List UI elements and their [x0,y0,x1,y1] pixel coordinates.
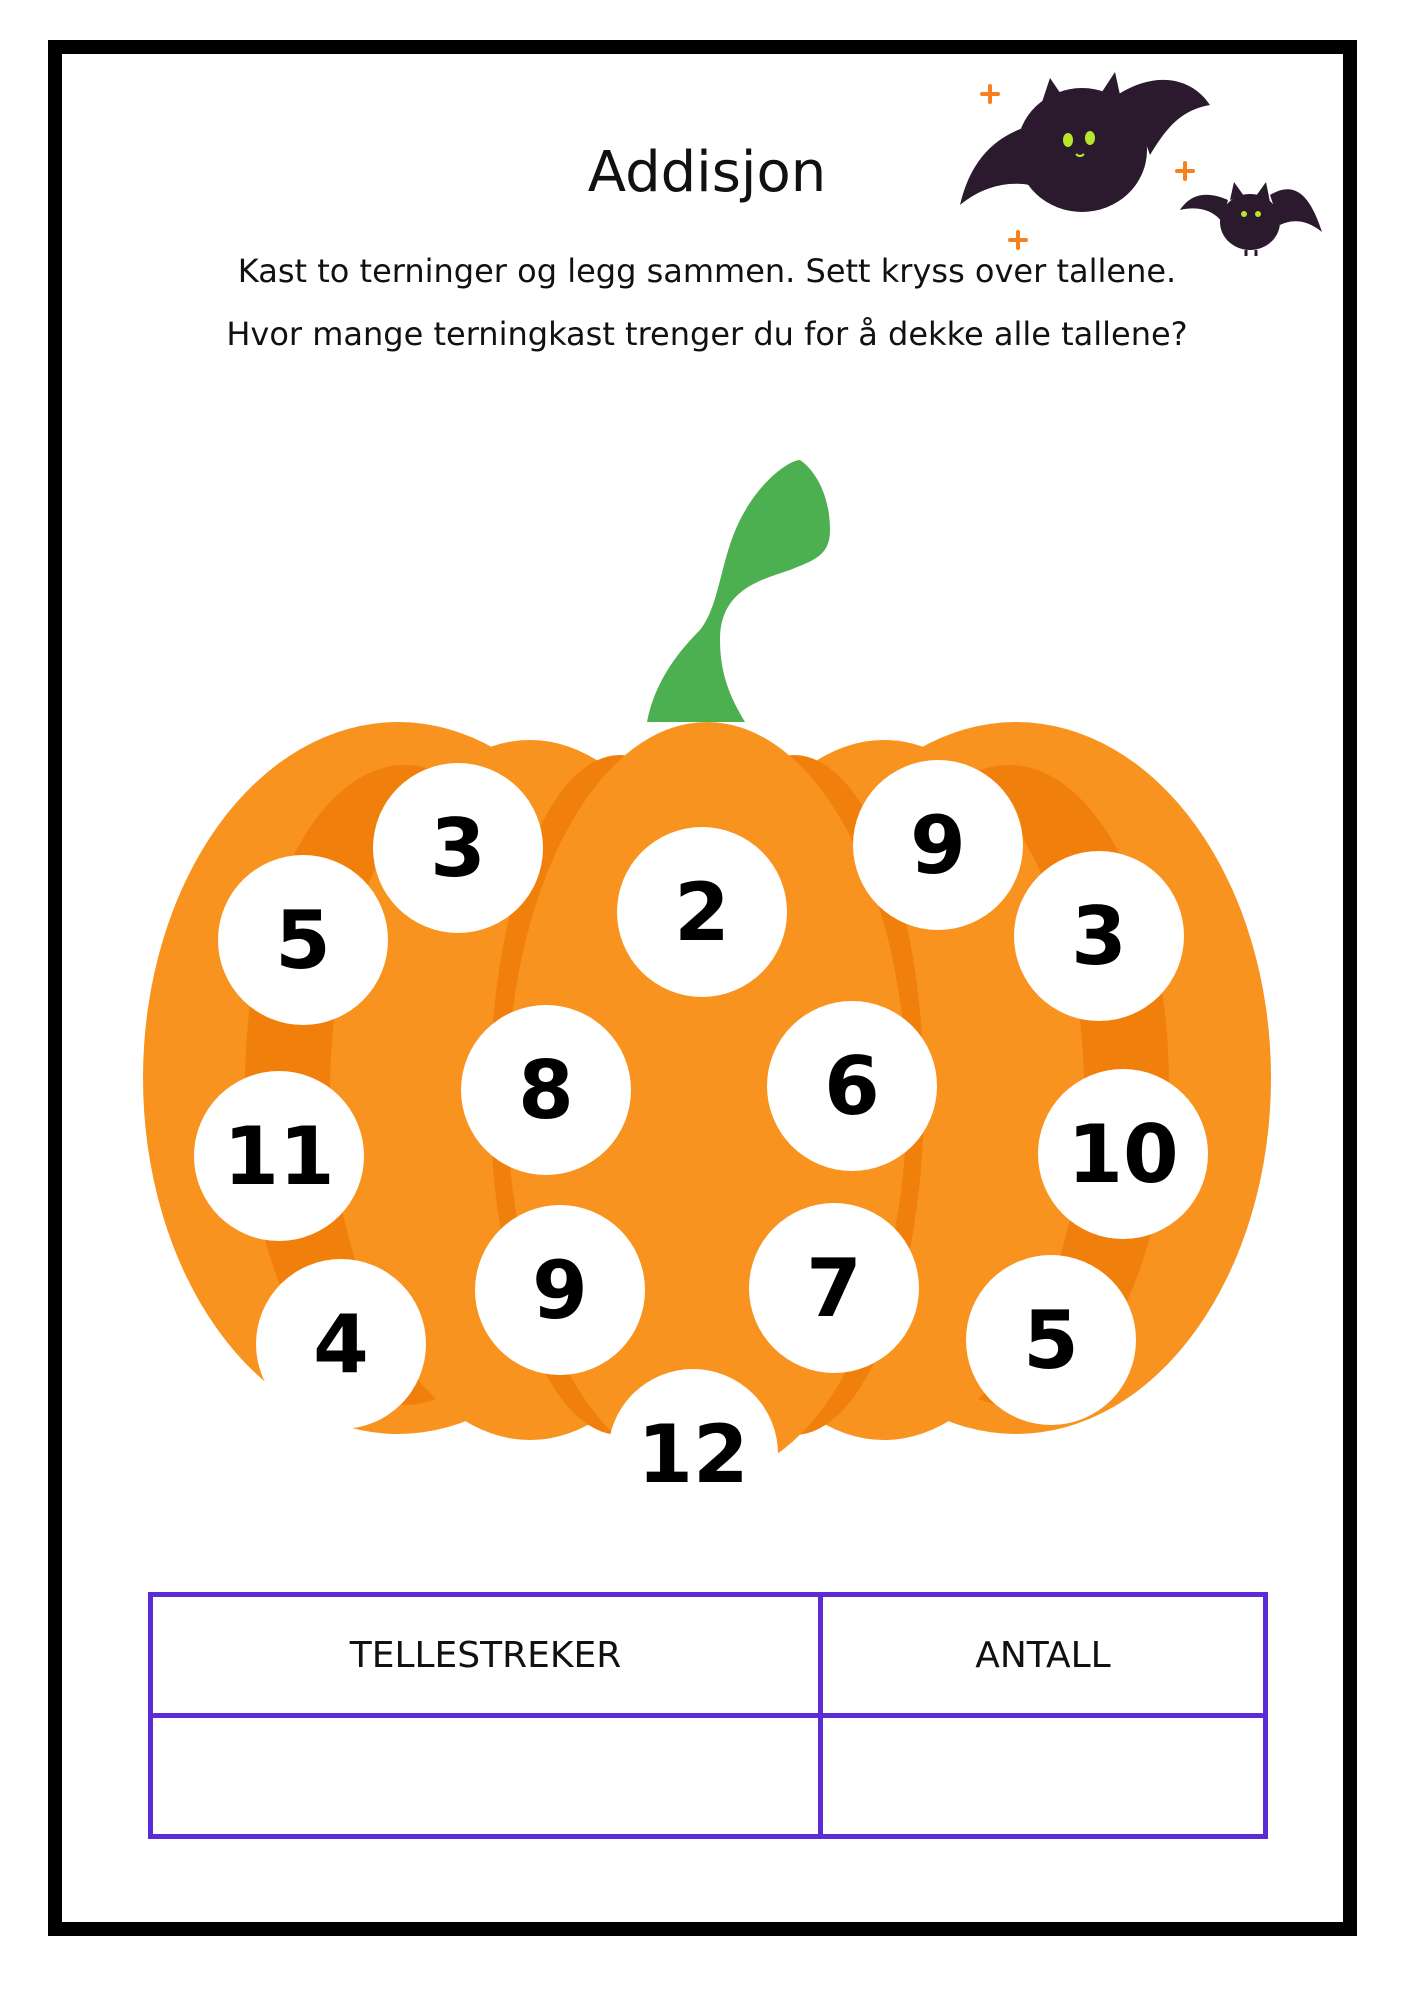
number-label: 3 [430,802,486,895]
count-header: ANTALL [821,1595,1266,1716]
table-row [151,1716,1266,1837]
number-circle[interactable] [617,827,787,997]
number-label: 7 [806,1242,862,1335]
number-label: 12 [637,1408,749,1501]
number-circle[interactable] [767,1001,937,1171]
tally-header: TELLESTREKER [151,1595,821,1716]
number-label: 5 [1023,1294,1079,1387]
number-label: 4 [313,1298,369,1391]
bat-small-icon [1180,182,1322,256]
instruction-line-1: Kast to terninger og legg sammen. Sett kryss over tallene. [237,252,1177,290]
number-label: 5 [275,894,331,987]
number-circle[interactable] [853,760,1023,930]
number-circle[interactable] [749,1203,919,1373]
page-title: Addisjon [587,140,827,205]
tally-table [148,1592,1268,1839]
number-circle[interactable] [194,1071,364,1241]
number-circle[interactable] [475,1205,645,1375]
tally-cell[interactable] [151,1716,821,1837]
number-circle[interactable] [1038,1069,1208,1239]
number-circle[interactable] [966,1255,1136,1425]
number-circle[interactable] [1014,851,1184,1021]
table-header-row [151,1595,1266,1716]
count-cell[interactable] [821,1716,1266,1837]
number-label: 8 [518,1044,574,1137]
number-circle[interactable] [218,855,388,1025]
number-circle[interactable] [373,763,543,933]
number-label: 9 [532,1244,588,1337]
number-circle[interactable] [461,1005,631,1175]
number-circle[interactable] [256,1259,426,1429]
number-label: 10 [1067,1108,1179,1201]
instruction-line-2: Hvor mange terningkast trenger du for å dekke alle tallene? [226,315,1188,353]
number-circle[interactable] [608,1369,778,1539]
number-label: 3 [1071,890,1127,983]
number-label: 11 [223,1110,335,1203]
number-label: 2 [674,866,730,959]
number-label: 6 [824,1040,880,1133]
pumpkin-stem [647,460,830,722]
number-label: 9 [910,799,966,892]
